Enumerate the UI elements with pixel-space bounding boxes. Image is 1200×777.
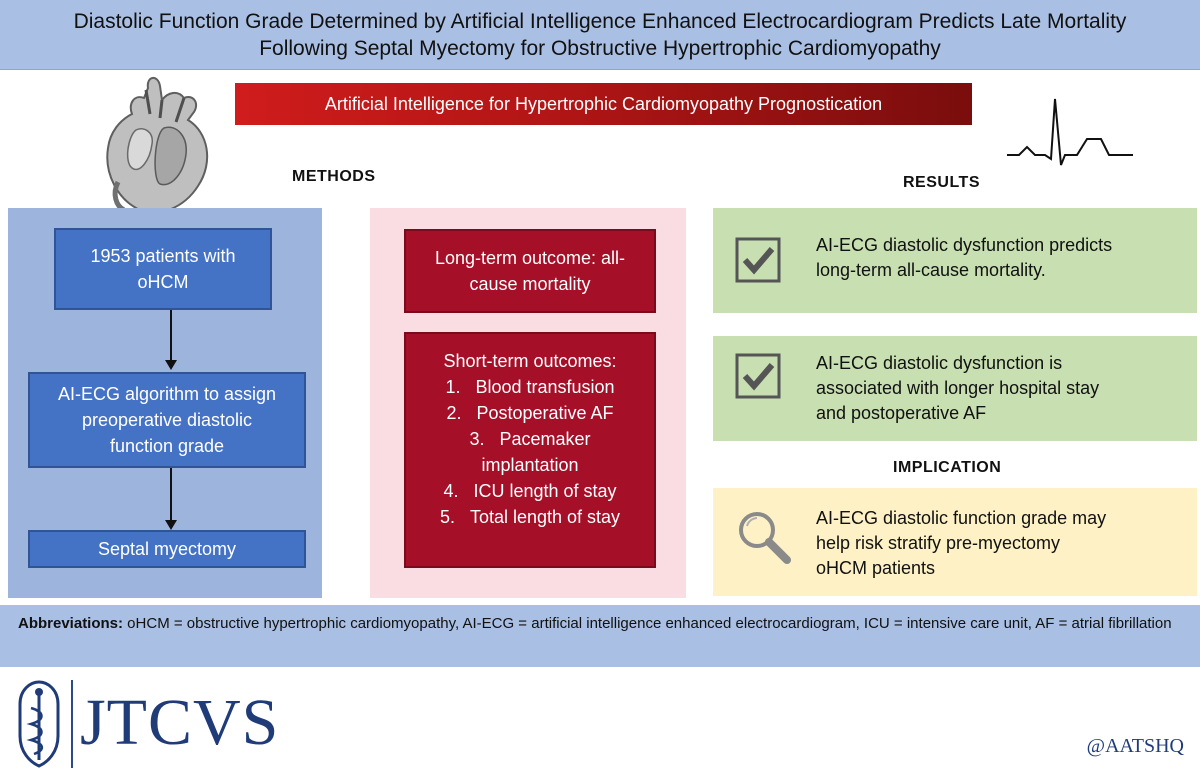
result-text-hospital-stay (816, 351, 1099, 426)
result-2-line1: AI-ECG diastolic dysfunction is (816, 353, 1063, 373)
implication-text (816, 506, 1106, 581)
list-item (406, 426, 654, 452)
implication-line2: help risk stratify pre-myectomy (816, 533, 1061, 553)
list-item (406, 452, 654, 478)
step-ai-ecg-line3: function grade (109, 436, 225, 456)
step-septal-myectomy (28, 530, 306, 568)
result-2-line2: associated with longer hospital stay (816, 378, 1100, 398)
item-text: Blood transfusion (475, 377, 615, 397)
item-number: 4. (443, 481, 459, 501)
item-text: Postoperative AF (476, 403, 614, 423)
list-item (406, 478, 654, 504)
arrow-head-1 (165, 360, 177, 370)
implication-box (713, 488, 1197, 596)
result-text-mortality (816, 233, 1112, 283)
item-text: Pacemaker (499, 429, 591, 449)
implication-label: IMPLICATION (893, 459, 1002, 476)
implication-line3: oHCM patients (816, 558, 936, 578)
list-item (406, 374, 654, 400)
jtcvs-logo: JTCVS (80, 686, 280, 759)
logo-divider (71, 680, 73, 768)
methods-label: METHODS (292, 168, 376, 185)
list-item (406, 504, 654, 530)
flow-arrow-1 (170, 310, 172, 360)
methods-panel (8, 208, 322, 598)
item-number: 5. (439, 507, 455, 527)
flow-arrow-2 (170, 468, 172, 520)
step-septal-myectomy-label: Septal myectomy (97, 539, 237, 559)
step-ai-ecg-line2: preoperative diastolic (81, 410, 253, 430)
item-number: 1. (445, 377, 461, 397)
abbreviations-bar (0, 605, 1200, 667)
outcomes-panel (370, 208, 686, 598)
step-ai-ecg (28, 372, 306, 468)
abbreviations-text: oHCM = obstructive hypertrophic cardiomyopathy, AI-ECG = artificial intelligence enhanced electrocardiogram, ICU = intensive care unit, AF = atrial fibrillation (123, 615, 1172, 632)
result-box-hospital-stay (713, 336, 1197, 441)
short-term-title: Short-term outcomes: (443, 351, 617, 371)
checkmark-icon (735, 353, 781, 399)
aats-emblem-icon (14, 678, 64, 770)
results-label: RESULTS (903, 174, 980, 191)
result-1-line2: long-term all-cause mortality. (816, 260, 1046, 280)
step-patients-line2: oHCM (137, 272, 189, 292)
step-patients-line1: 1953 patients with (90, 246, 236, 266)
item-number: 3. (469, 429, 485, 449)
heart-anatomy-icon (88, 70, 220, 220)
social-handle: @AATSHQ (1086, 735, 1184, 757)
list-item (406, 400, 654, 426)
magnifying-glass-icon (735, 508, 793, 566)
long-term-line1: Long-term outcome: all- (434, 248, 626, 268)
short-term-outcomes (404, 332, 656, 568)
checkmark-icon (735, 237, 781, 283)
ecg-waveform-icon (1005, 95, 1135, 170)
arrow-head-2 (165, 520, 177, 530)
result-box-mortality (713, 208, 1197, 313)
item-text: Total length of stay (469, 507, 621, 527)
header-title (0, 0, 1200, 70)
item-number: 2. (446, 403, 462, 423)
title-line-2: Following Septal Myectomy for Obstructive Hypertrophic Cardiomyopathy (259, 36, 941, 60)
abbreviations-label: Abbreviations: (18, 615, 124, 632)
result-1-line1: AI-ECG diastolic dysfunction predicts (816, 235, 1113, 255)
title-line-1: Diastolic Function Grade Determined by Artificial Intelligence Enhanced Electrocardiogram Predicts Late Mortality (73, 9, 1127, 33)
implication-line1: AI-ECG diastolic function grade may (816, 508, 1107, 528)
result-2-line3: and postoperative AF (816, 403, 987, 423)
long-term-line2: cause mortality (469, 274, 591, 294)
item-text: implantation (481, 455, 579, 475)
topic-banner: Artificial Intelligence for Hypertrophic Cardiomyopathy Prognostication (235, 83, 972, 125)
item-text: ICU length of stay (473, 481, 617, 501)
short-term-list (406, 374, 654, 530)
long-term-outcome (404, 229, 656, 313)
step-patients (54, 228, 272, 310)
step-ai-ecg-line1: AI-ECG algorithm to assign (57, 384, 277, 404)
